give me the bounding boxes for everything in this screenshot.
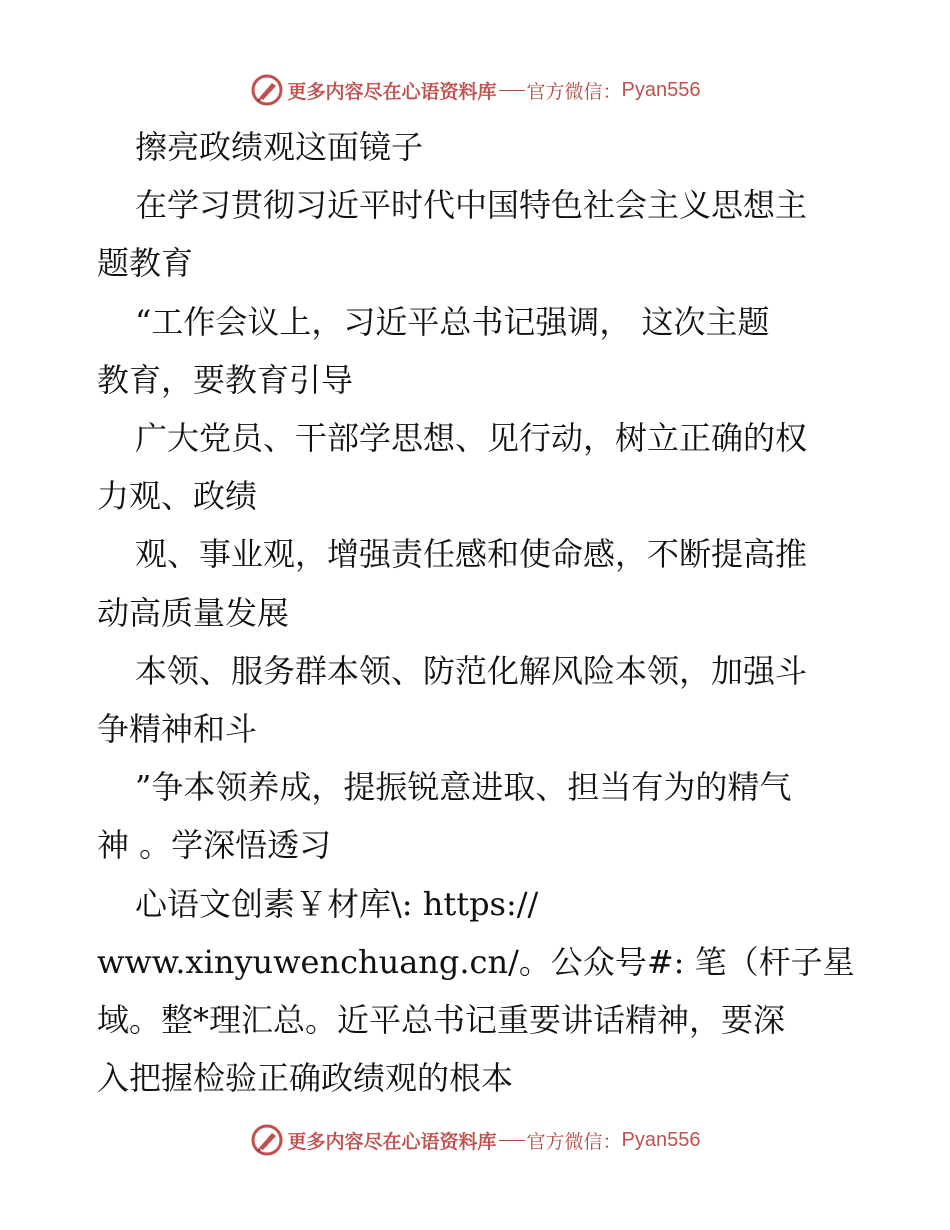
paragraph-line: “工作会议上，习近平总书记强调， 这次主题	[135, 302, 770, 341]
paragraph-line: 教育，要教育引导	[97, 360, 354, 399]
document-title: 擦亮政绩观这面镜子	[135, 128, 424, 166]
paragraph	[97, 758, 857, 874]
source-line: 心语文创素￥材库\: https://	[135, 884, 539, 923]
watermark-wechat-id: Pyan556	[621, 1128, 701, 1151]
watermark-brand-text: 更多内容尽在心语资料库	[287, 1130, 497, 1153]
source-paragraph	[97, 875, 857, 1108]
paragraph-line: 在学习贯彻习近平时代中国特色社会主义思想主	[135, 186, 808, 225]
paragraph-line: 题教育	[97, 244, 194, 283]
document-body	[97, 118, 857, 1107]
paragraph-line: ”争本领养成，提振锐意进取、担当有为的精气	[135, 768, 792, 807]
pen-seal-logo-icon	[250, 73, 284, 107]
paragraph	[97, 176, 857, 292]
paragraph	[97, 293, 857, 409]
watermark-dash	[499, 1140, 525, 1141]
watermark-brand-text: 更多内容尽在心语资料库	[287, 80, 497, 103]
paragraph	[97, 525, 857, 641]
source-line: 域。整*理汇总。近平总书记重要讲话精神，要深	[97, 1001, 786, 1040]
paragraph-line: 神 。学深悟透习	[97, 826, 332, 865]
paragraph-line: 动高质量发展	[97, 593, 290, 632]
paragraph-line: 力观、政绩	[97, 477, 258, 516]
source-line: 入把握检验正确政绩观的根本	[97, 1059, 514, 1098]
paragraph-line: 争精神和斗	[97, 710, 258, 749]
watermark-wechat-label: 官方微信：	[526, 80, 622, 103]
paragraph-line: 广大党员、干部学思想、见行动，树立正确的权	[135, 419, 808, 458]
pen-seal-logo-icon	[250, 1123, 284, 1157]
watermark-wechat-label: 官方微信：	[526, 1130, 622, 1153]
source-line: www.xinyuwenchuang.cn/。公众号#: 笔（杆子星	[97, 942, 855, 981]
paragraph	[97, 642, 857, 758]
watermark-banner-bottom	[0, 1120, 950, 1160]
watermark-dash	[499, 90, 525, 91]
paragraph-line: 本领、服务群本领、防范化解风险本领，加强斗	[135, 651, 808, 690]
paragraph	[97, 409, 857, 525]
watermark-wechat-id: Pyan556	[621, 78, 701, 101]
watermark-banner-top	[0, 70, 950, 110]
paragraph-line: 观、事业观，增强责任感和使命感，不断提高推	[135, 535, 808, 574]
